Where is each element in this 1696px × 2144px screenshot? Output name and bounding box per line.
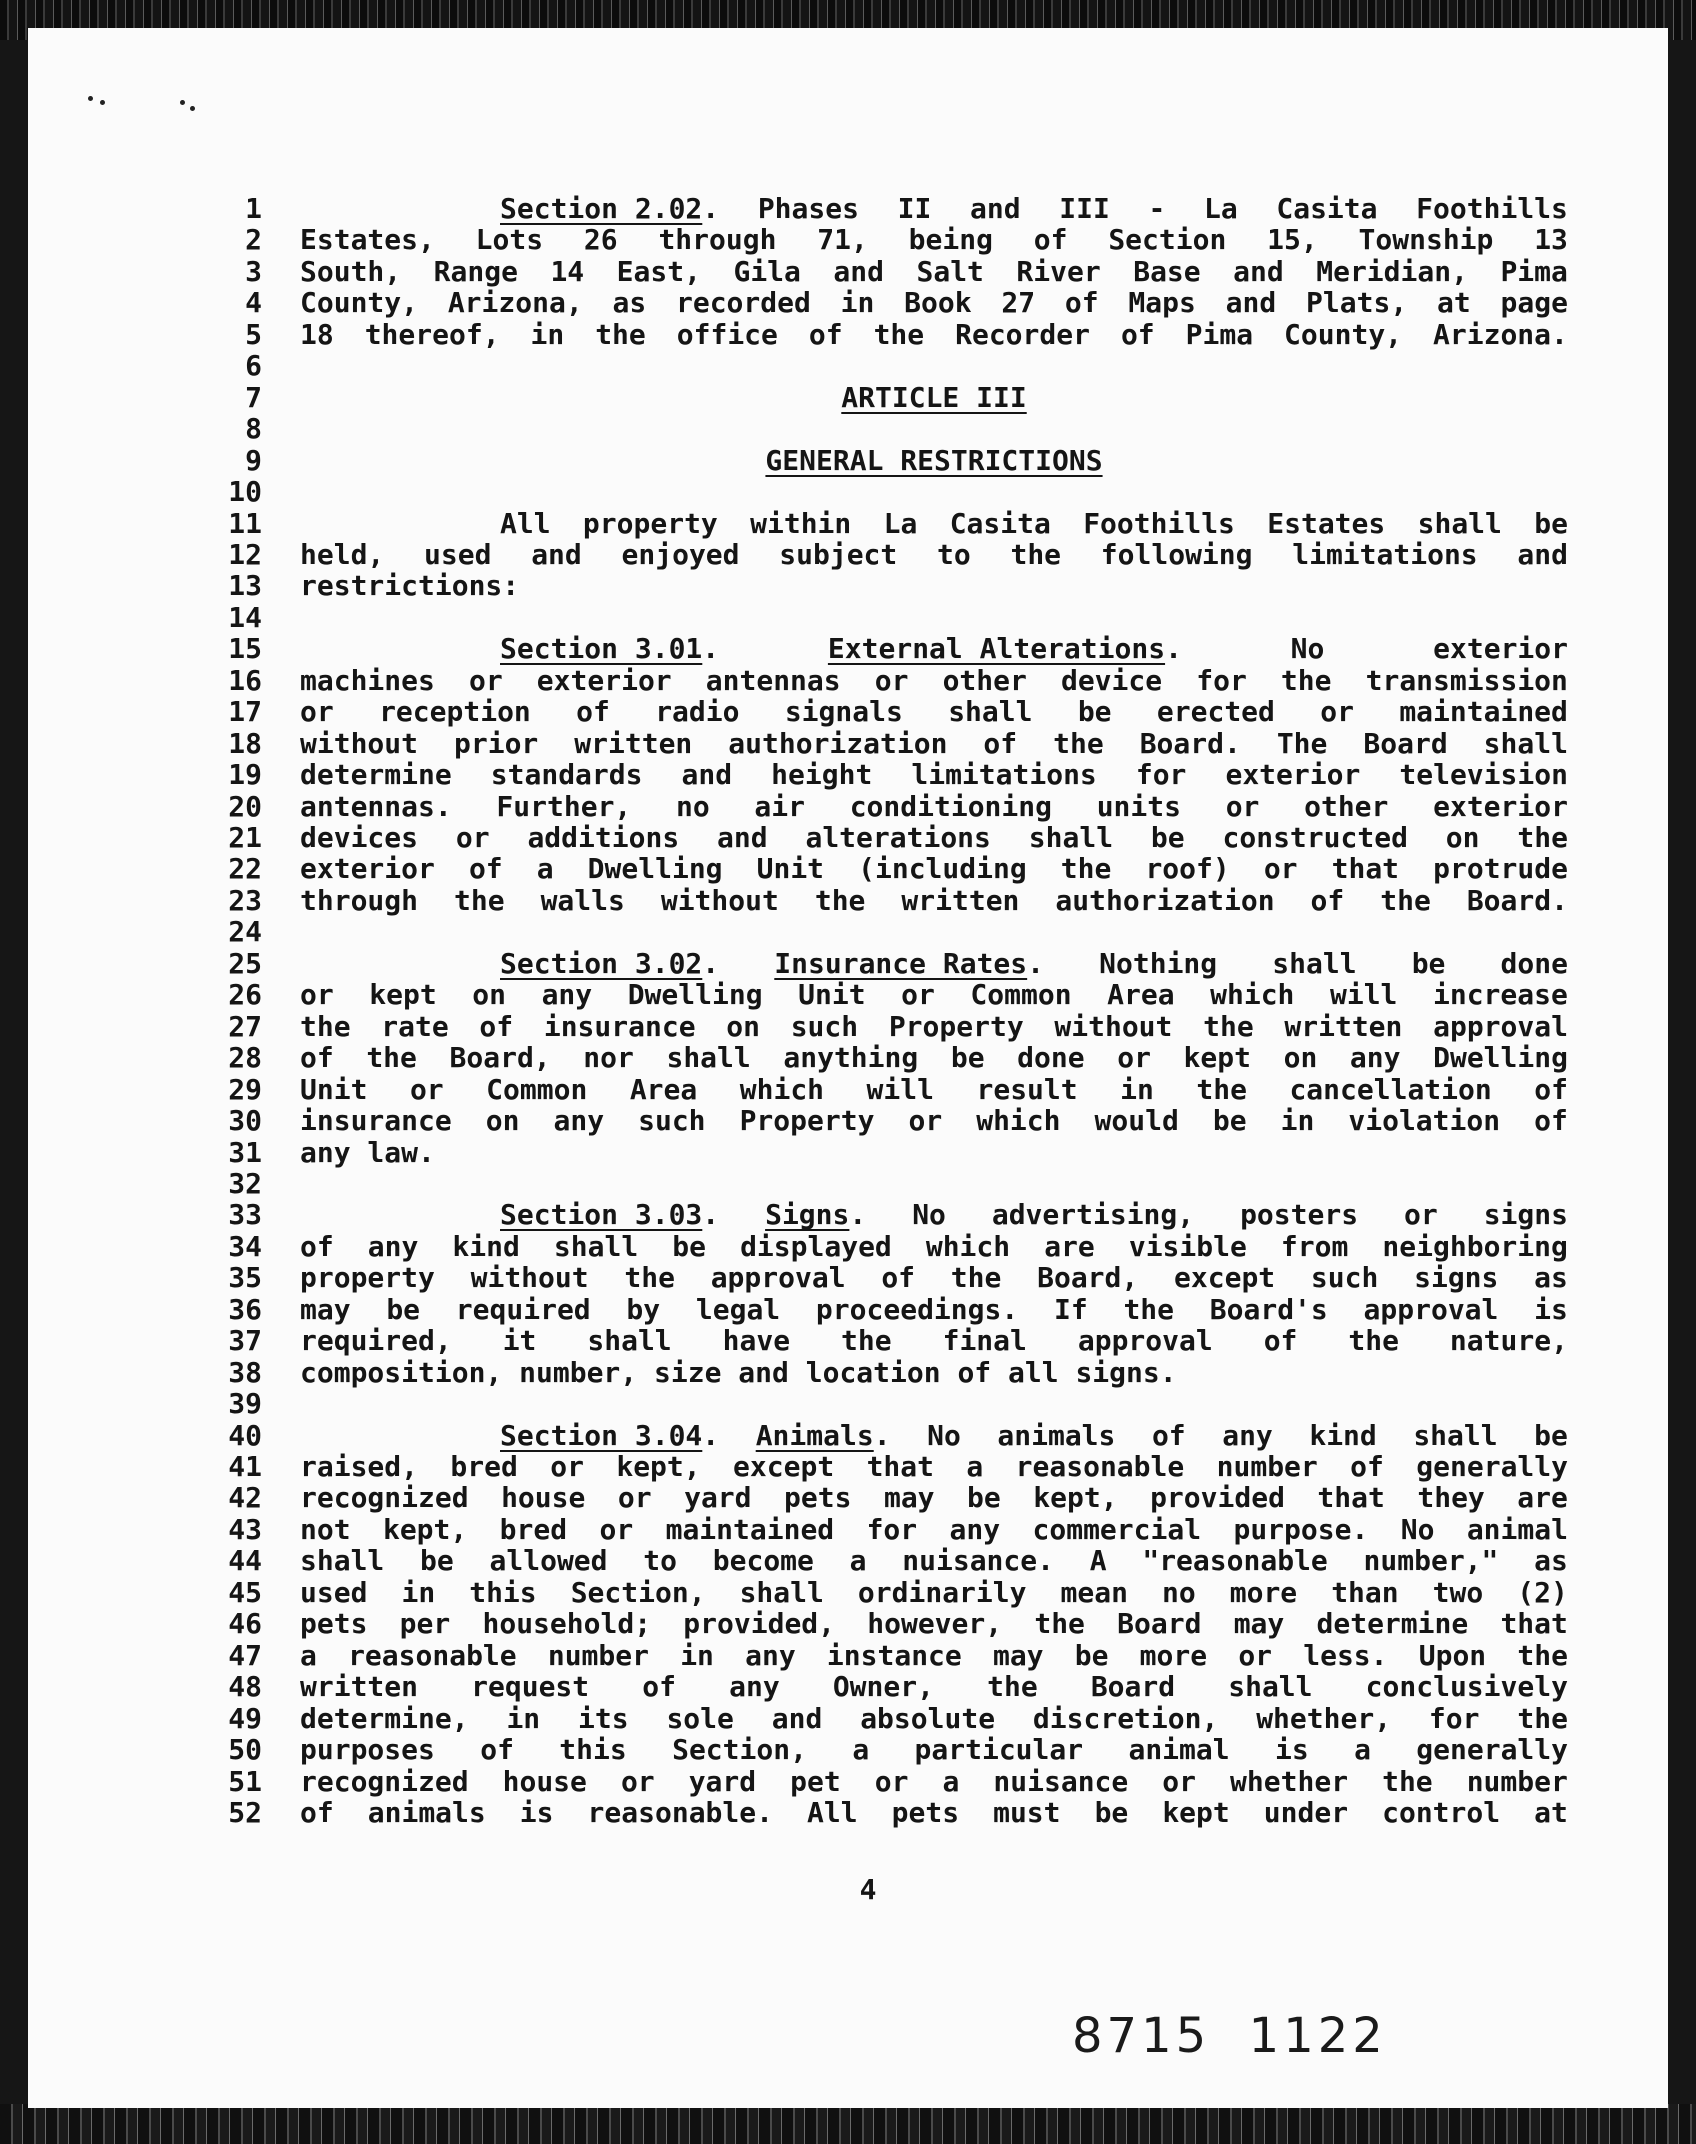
document-line [0, 1608, 1696, 1640]
document-line [0, 1011, 1696, 1043]
line-text: of the Board, nor shall anything be done or kept on any Dwelling [300, 1041, 1568, 1075]
line-text: recognized house or yard pet or a nuisance or whether the number [300, 1764, 1568, 1798]
line-number: 37 [228, 1324, 262, 1358]
document-line [0, 570, 1696, 602]
document-line [0, 1357, 1696, 1389]
document-line [0, 853, 1696, 885]
line-text: Section 3.02. Insurance Rates. Nothing shall be done [500, 946, 1568, 980]
line-number: 30 [228, 1104, 262, 1138]
line-text: without prior written authorization of the Board. The Board shall [300, 726, 1568, 760]
scan-speck [100, 100, 105, 105]
line-number: 29 [228, 1072, 262, 1106]
line-number: 44 [228, 1544, 262, 1578]
line-number: 16 [228, 663, 262, 697]
document-line [0, 1482, 1696, 1514]
line-text: determine, in its sole and absolute discretion, whether, for the [300, 1701, 1568, 1735]
line-number: 13 [228, 569, 262, 603]
line-text: insurance on any such Property or which would be in violation of [300, 1104, 1568, 1138]
line-text: Section 2.02. Phases II and III - La Casita Foothills [500, 192, 1568, 225]
line-text: Estates, Lots 26 through 71, being of Section 15, Township 13 [300, 223, 1568, 257]
page-number: 4 [859, 1873, 877, 1906]
document-line [0, 193, 1696, 225]
line-number: 34 [228, 1229, 262, 1263]
line-text: All property within La Casita Foothills Estates shall be [500, 506, 1568, 540]
line-text: or reception of radio signals shall be erected or maintained [300, 695, 1568, 729]
document-line [0, 1514, 1696, 1546]
document-line [0, 728, 1696, 760]
document-line [0, 1640, 1696, 1672]
line-text: 18 thereof, in the office of the Recorder of Pima County, Arizona. [300, 317, 1568, 351]
line-number: 24 [228, 915, 262, 949]
line-text: raised, bred or kept, except that a reasonable number of generally [300, 1450, 1568, 1483]
document-line [0, 1545, 1696, 1577]
line-text: County, Arizona, as recorded in Book 27 of Maps and Plats, at page [300, 286, 1568, 320]
document-line [0, 602, 1696, 634]
document-line [0, 1671, 1696, 1703]
line-number: 45 [228, 1575, 262, 1609]
line-text: the rate of insurance on such Property without the written approval [300, 1009, 1568, 1043]
line-text: ARTICLE III [841, 380, 1027, 414]
line-number: 27 [228, 1009, 262, 1043]
document-line [0, 1577, 1696, 1609]
line-text: written request of any Owner, the Board shall conclusively [300, 1670, 1568, 1704]
line-text: shall be allowed to become a nuisance. A "reasonable number," as [300, 1544, 1568, 1578]
document-line [0, 1703, 1696, 1735]
line-text: or kept on any Dwelling Unit or Common Area which will increase [300, 978, 1568, 1012]
document-line [0, 319, 1696, 351]
line-number: 4 [245, 286, 262, 320]
line-number: 33 [228, 1198, 262, 1232]
line-number: 3 [245, 254, 262, 288]
line-text: required, it shall have the final approval of the nature, [300, 1324, 1568, 1358]
document-line [0, 948, 1696, 980]
line-number: 38 [228, 1355, 262, 1389]
line-number: 50 [228, 1733, 262, 1767]
line-number: 49 [228, 1701, 262, 1735]
line-number: 43 [228, 1512, 262, 1546]
line-text: of any kind shall be displayed which are visible from neighboring [300, 1229, 1568, 1263]
document-line [0, 885, 1696, 917]
scan-speck [190, 106, 195, 111]
document-line [0, 256, 1696, 288]
document-line [0, 1766, 1696, 1798]
line-text: devices or additions and alterations shall be constructed on the [300, 821, 1568, 854]
line-number: 25 [228, 946, 262, 980]
document-stamp-number: 8715 1122 [1072, 2008, 1387, 2064]
document-line [0, 696, 1696, 728]
document-line [0, 759, 1696, 791]
line-text: composition, number, size and location of all signs. [300, 1355, 1177, 1389]
document-line [0, 476, 1696, 508]
document-line [0, 1137, 1696, 1169]
document-line [0, 1042, 1696, 1074]
line-text: determine standards and height limitations for exterior television [300, 758, 1568, 792]
line-number: 9 [245, 443, 262, 477]
document-line [0, 1231, 1696, 1263]
line-number: 10 [228, 475, 262, 509]
line-number: 42 [228, 1481, 262, 1515]
scan-speck [180, 100, 185, 105]
document-line [0, 916, 1696, 948]
document-line [0, 445, 1696, 477]
line-number: 23 [228, 883, 262, 917]
document-line [0, 1325, 1696, 1357]
line-text: Section 3.03. Signs. No advertising, posters or signs [500, 1198, 1568, 1232]
line-text: restrictions: [300, 569, 520, 603]
line-number: 6 [245, 349, 262, 383]
line-number: 21 [228, 821, 262, 854]
line-number: 7 [245, 380, 262, 414]
line-number: 36 [228, 1292, 262, 1326]
line-number: 2 [245, 223, 262, 257]
line-text: antennas. Further, no air conditioning units or other exterior [300, 789, 1568, 823]
line-number: 12 [228, 537, 262, 571]
line-text: of animals is reasonable. All pets must be kept under control at [300, 1795, 1568, 1829]
document-line [0, 350, 1696, 382]
line-number: 8 [245, 412, 262, 446]
line-text: exterior of a Dwelling Unit (including the roof) or that protrude [300, 852, 1568, 886]
line-number: 31 [228, 1135, 262, 1169]
document-line [0, 1262, 1696, 1294]
line-number: 5 [245, 317, 262, 351]
document-line [0, 382, 1696, 414]
line-text: recognized house or yard pets may be kept, provided that they are [300, 1481, 1568, 1515]
line-text: Unit or Common Area which will result in the cancellation of [300, 1072, 1568, 1106]
document-line [0, 1168, 1696, 1200]
line-text: machines or exterior antennas or other device for the transmission [300, 663, 1568, 697]
document-line [0, 1420, 1696, 1452]
line-text: through the walls without the written authorization of the Board. [300, 883, 1568, 917]
document-line [0, 1388, 1696, 1420]
line-text: used in this Section, shall ordinarily mean no more than two (2) [300, 1575, 1568, 1609]
document-line [0, 665, 1696, 697]
line-number: 18 [228, 726, 262, 760]
line-number: 14 [228, 600, 262, 634]
line-number: 26 [228, 978, 262, 1012]
document-line [0, 822, 1696, 854]
document-line [0, 1074, 1696, 1106]
line-number: 39 [228, 1387, 262, 1421]
document-line [0, 508, 1696, 540]
document-line [0, 1451, 1696, 1483]
line-number: 20 [228, 789, 262, 823]
document-line [0, 413, 1696, 445]
line-text: purposes of this Section, a particular animal is a generally [300, 1733, 1568, 1767]
line-text: held, used and enjoyed subject to the following limitations and [300, 537, 1568, 571]
line-number: 41 [228, 1450, 262, 1483]
line-number: 35 [228, 1261, 262, 1295]
line-number: 32 [228, 1166, 262, 1200]
line-number: 19 [228, 758, 262, 792]
document-line [0, 287, 1696, 319]
line-number: 40 [228, 1418, 262, 1452]
document-line [0, 1294, 1696, 1326]
line-number: 22 [228, 852, 262, 886]
document-line [0, 791, 1696, 823]
document-line [0, 1199, 1696, 1231]
line-text: Section 3.04. Animals. No animals of any kind shall be [500, 1418, 1568, 1452]
line-number: 48 [228, 1670, 262, 1704]
line-number: 52 [228, 1795, 262, 1829]
document-line [0, 1734, 1696, 1766]
document-line [0, 224, 1696, 256]
line-number: 47 [228, 1638, 262, 1672]
line-text: may be required by legal proceedings. If the Board's approval is [300, 1292, 1568, 1326]
line-text: pets per household; provided, however, the Board may determine that [300, 1607, 1568, 1641]
document-line [0, 979, 1696, 1011]
line-number: 11 [228, 506, 262, 540]
line-number: 15 [228, 632, 262, 666]
line-number: 46 [228, 1607, 262, 1641]
line-text: any law. [300, 1135, 435, 1169]
scan-border-bottom [0, 2104, 1696, 2144]
line-number: 28 [228, 1041, 262, 1075]
line-text: GENERAL RESTRICTIONS [765, 443, 1103, 477]
line-text: South, Range 14 East, Gila and Salt River Base and Meridian, Pima [300, 254, 1568, 288]
line-text: Section 3.01. External Alterations. No exterior [500, 632, 1568, 666]
document-line [0, 1105, 1696, 1137]
document-line [0, 1797, 1696, 1829]
line-number: 17 [228, 695, 262, 729]
line-text: not kept, bred or maintained for any commercial purpose. No animal [300, 1512, 1568, 1546]
line-text: a reasonable number in any instance may be more or less. Upon the [300, 1638, 1568, 1672]
line-number: 1 [245, 192, 262, 225]
document-line [0, 633, 1696, 665]
line-text: property without the approval of the Board, except such signs as [300, 1261, 1568, 1295]
line-number: 51 [228, 1764, 262, 1798]
document-line [0, 539, 1696, 571]
scan-speck [88, 96, 93, 101]
